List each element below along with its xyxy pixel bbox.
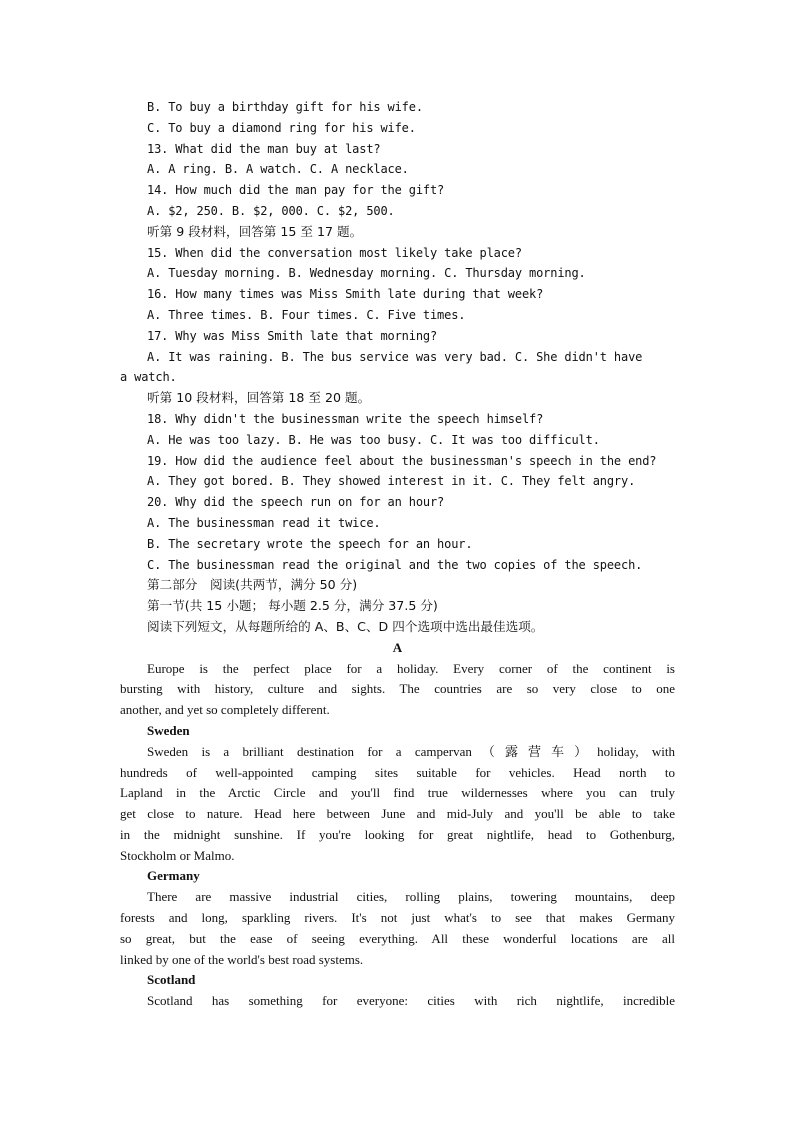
q17-options-line2: a watch.: [120, 370, 177, 385]
q17-options-line1: A. It was raining. B. The bus service was very bad. C. She didn't have: [147, 349, 643, 364]
sweden-line: Lapland in the Arctic Circle and you'll find true wildernesses where you can truly: [120, 785, 675, 801]
germany-line: forests and long, sparkling rivers. It's not just what's to see that makes Germany: [120, 910, 675, 926]
reading-instructions: 阅读下列短文，从每题所给的 A、B、C、D 四个选项中选出最佳选项。: [147, 618, 544, 634]
reading-part-title: 第二部分 阅读(共两节，满分 50 分): [147, 577, 358, 593]
q16-question: 16. How many times was Miss Smith late during that week?: [147, 287, 544, 302]
germany-line: so great, but the ease of seeing everything. All these wonderful locations are all: [120, 930, 675, 946]
intro-line: another, and yet so completely different.: [120, 702, 330, 718]
section-9-instruction: 听第 9 段材料，回答第 15 至 17 题。: [147, 223, 363, 239]
q19-options: A. They got bored. B. They showed interest in it. C. They felt angry.: [147, 474, 636, 489]
q12-option-b: B. To buy a birthday gift for his wife.: [147, 100, 423, 114]
q12-option-c: C. To buy a diamond ring for his wife.: [147, 120, 416, 135]
q20-question: 20. Why did the speech run on for an hour?: [147, 495, 445, 510]
q19-question: 19. How did the audience feel about the businessman's speech in the end?: [147, 453, 657, 468]
germany-line: linked by one of the world's best road systems.: [120, 951, 364, 967]
passage-label: A: [392, 639, 403, 655]
sweden-line: hundreds of well-appointed camping sites suitable for vehicles. Head north to: [120, 764, 675, 780]
germany-line: There are massive industrial cities, rolling plains, towering mountains, deep: [147, 889, 675, 905]
sweden-line: Stockholm or Malmo.: [120, 847, 235, 863]
sweden-line: get close to nature. Head here between June and mid-July and you'll be able to take: [120, 806, 675, 822]
intro-line: bursting with history, culture and sights. The countries are so very close to one: [120, 681, 675, 697]
q16-options: A. Three times. B. Four times. C. Five times.: [147, 307, 466, 322]
scotland-heading: Scotland: [147, 972, 196, 988]
section-10-instruction: 听第 10 段材料，回答第 18 至 20 题。: [147, 390, 371, 406]
germany-heading: Germany: [147, 868, 200, 884]
intro-line: Europe is the perfect place for a holiday. Every corner of the continent is: [147, 660, 675, 676]
q18-question: 18. Why didn't the businessman write the speech himself?: [147, 411, 544, 426]
q17-question: 17. Why was Miss Smith late that morning?: [147, 328, 438, 343]
q20-option-b: B. The secretary wrote the speech for an hour.: [147, 536, 473, 551]
exam-page: [120, 97, 675, 1012]
q14-options: A. $2, 250. B. $2, 000. C. $2, 500.: [147, 203, 395, 218]
sweden-heading: Sweden: [147, 722, 190, 738]
reading-section-title: 第一节(共 15 小题； 每小题 2.5 分，满分 37.5 分): [147, 598, 438, 614]
q14-question: 14. How much did the man pay for the gift?: [147, 183, 445, 198]
q13-question: 13. What did the man buy at last?: [147, 141, 381, 156]
q13-options: A. A ring. B. A watch. C. A necklace.: [147, 162, 409, 177]
sweden-line: Sweden is a brilliant destination for a campervan（露营车）holiday, with: [147, 743, 675, 759]
q18-options: A. He was too lazy. B. He was too busy. C. It was too difficult.: [147, 432, 600, 447]
scotland-line: Scotland has something for everyone: cities with rich nightlife, incredible: [147, 993, 675, 1009]
q20-option-c: C. The businessman read the original and the two copies of the speech.: [147, 557, 643, 572]
q15-options: A. Tuesday morning. B. Wednesday morning. C. Thursday morning.: [147, 266, 586, 281]
q20-option-a: A. The businessman read it twice.: [147, 515, 381, 530]
q15-question: 15. When did the conversation most likely take place?: [147, 245, 522, 260]
sweden-line: in the midnight sunshine. If you're looking for great nightlife, head to Gothenburg,: [120, 826, 675, 842]
